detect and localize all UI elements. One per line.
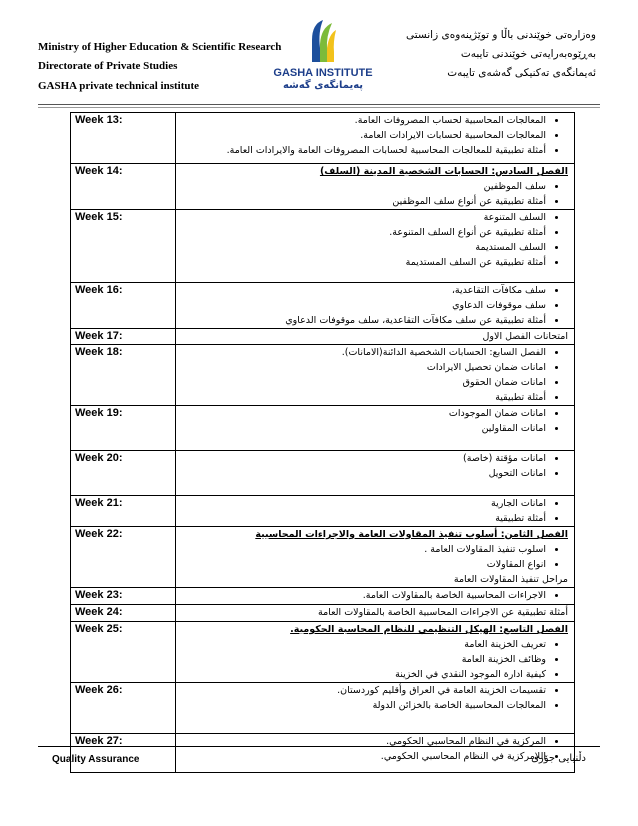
institute-name-en: GASHA private technical institute bbox=[38, 80, 200, 92]
topic-item: • تعريف الخزينة العامة bbox=[180, 637, 546, 652]
week-content bbox=[176, 113, 575, 164]
topic-item: • السلف المتنوعة bbox=[180, 210, 546, 225]
week-content bbox=[176, 329, 575, 345]
footer-divider bbox=[38, 746, 600, 747]
topic-list bbox=[180, 588, 568, 603]
topic-item: • سلف موقوفات الدعاوي bbox=[180, 298, 546, 313]
logo-emblem-icon bbox=[308, 18, 338, 64]
topic-item: • امانات ضمان الحقوق bbox=[180, 375, 546, 390]
topic-item: • سلف مكافآت التقاعدية، bbox=[180, 283, 546, 298]
topic-text: أمثلة تطبيقية عن الاجراءات المحاسبية الخاصة بالمقاولات العامة bbox=[318, 607, 568, 618]
topic-item: • امانات ضمان تحصيل الايرادات bbox=[180, 360, 546, 375]
topic-item: • الاجراءات المحاسبية الخاصة بالمقاولات العامة. bbox=[180, 588, 546, 603]
header-divider bbox=[38, 104, 600, 105]
week-row bbox=[71, 210, 575, 283]
week-content bbox=[176, 345, 575, 406]
topic-item: • تقسيمات الخزينة العامة في العراق وأقليم كوردستان. bbox=[180, 683, 546, 698]
week-row bbox=[71, 527, 575, 588]
week-row bbox=[71, 406, 575, 451]
week-label: Week 21: bbox=[71, 496, 176, 527]
week-row bbox=[71, 683, 575, 734]
topic-item: • الفصل السابع: الحسابات الشخصية الدائنة(الامانات). bbox=[180, 345, 546, 360]
week-label: Week 18: bbox=[71, 345, 176, 406]
topic-item: • أمثلة تطبيقية bbox=[180, 390, 546, 405]
chapter-heading: الفصل السادس: الحسابات الشخصية المدينة (السلف) bbox=[319, 166, 568, 177]
topic-item: • سلف الموظفين bbox=[180, 179, 546, 194]
ministry-name-en: Ministry of Higher Education & Scientific Research bbox=[38, 41, 282, 53]
week-label: Week 26: bbox=[71, 683, 176, 734]
topic-item: • كيفية ادارة الموجود النقدي في الخزينة bbox=[180, 667, 546, 682]
page-header bbox=[0, 0, 638, 110]
directorate-name-en: Directorate of Private Studies bbox=[38, 60, 178, 72]
topic-item: • المركزية في النظام المحاسبي الحكومي. bbox=[180, 734, 546, 749]
week-label: Week 19: bbox=[71, 406, 176, 451]
topic-item: • امانات المقاولين bbox=[180, 421, 546, 436]
week-content bbox=[176, 683, 575, 734]
topic-list bbox=[180, 683, 568, 713]
week-label: Week 27: bbox=[71, 734, 176, 773]
week-label: Week 23: bbox=[71, 588, 176, 605]
week-content bbox=[176, 622, 575, 683]
topic-item: • انواع المقاولات bbox=[180, 557, 546, 572]
topic-item: • أمثلة تطبيقية عن أنواع السلف المتنوعة. bbox=[180, 225, 546, 240]
week-row bbox=[71, 329, 575, 345]
chapter-heading: الفصل الثامن: أسلوب تنفيذ المقاولات العامة والاجراءات المحاسبية bbox=[255, 529, 568, 540]
topic-item: • المعالجات المحاسبية لحساب المصروفات العامة. bbox=[180, 113, 546, 128]
topic-list bbox=[180, 734, 568, 764]
topic-list bbox=[180, 345, 568, 405]
week-label: Week 13: bbox=[71, 113, 176, 164]
week-row bbox=[71, 113, 575, 164]
topic-item: • امانات الجارية bbox=[180, 496, 546, 511]
week-content bbox=[176, 210, 575, 283]
ministry-name-ku: وەزارەتی خوێندنی باڵا و توێژینەوەی زانستی bbox=[405, 29, 596, 41]
week-label: Week 25: bbox=[71, 622, 176, 683]
weekly-syllabus-table bbox=[70, 112, 575, 773]
week-row bbox=[71, 451, 575, 496]
week-row bbox=[71, 588, 575, 605]
topic-text: مراحل تنفيذ المقاولات العامة bbox=[453, 574, 568, 585]
topic-list bbox=[180, 542, 568, 572]
topic-list bbox=[180, 406, 568, 436]
footer-quality-assurance-ku: دڵنیایی جۆری bbox=[531, 753, 586, 764]
week-content bbox=[176, 164, 575, 210]
topic-item: • المعالجات المحاسبية الخاصة بالخزائن الدولة bbox=[180, 698, 546, 713]
topic-item: • اللامركزية في النظام المحاسبي الحكومي. bbox=[180, 749, 546, 764]
topic-list bbox=[180, 179, 568, 209]
topic-list bbox=[180, 496, 568, 526]
topic-item: • أمثلة تطبيقية bbox=[180, 511, 546, 526]
week-label: Week 24: bbox=[71, 605, 176, 622]
topic-item: • أمثلة تطبيقية للمعالجات المحاسبية لحسابات المصروفات العامة والايرادات العامة. bbox=[180, 143, 546, 158]
topic-item: • وظائف الخزينة العامة bbox=[180, 652, 546, 667]
topic-item: • امانات ضمان الموجودات bbox=[180, 406, 546, 421]
week-label: Week 17: bbox=[71, 329, 176, 345]
week-row bbox=[71, 734, 575, 773]
week-label: Week 15: bbox=[71, 210, 176, 283]
topic-item: • امانات التحويل bbox=[180, 466, 546, 481]
week-content bbox=[176, 588, 575, 605]
week-content bbox=[176, 283, 575, 329]
week-label: Week 16: bbox=[71, 283, 176, 329]
week-row bbox=[71, 605, 575, 622]
week-content bbox=[176, 406, 575, 451]
footer-quality-assurance-en: Quality Assurance bbox=[52, 754, 140, 765]
institute-name-ku: ئەیمانگەی تەکنیکی گەشەی تایبەت bbox=[447, 67, 596, 79]
topic-list bbox=[180, 283, 568, 328]
topic-item: • السلف المستديمة bbox=[180, 240, 546, 255]
topic-list bbox=[180, 210, 568, 270]
week-row bbox=[71, 496, 575, 527]
week-row bbox=[71, 622, 575, 683]
topic-item: • أمثلة تطبيقية عن أنواع سلف الموظفين bbox=[180, 194, 546, 209]
topic-item: • أمثلة تطبيقية عن سلف مكافآت التقاعدية، سلف موقوفات الدعاوي bbox=[180, 313, 546, 328]
week-content bbox=[176, 496, 575, 527]
topic-list bbox=[180, 451, 568, 481]
chapter-heading: الفصل التاسع: الهيكل التنظيمي للنظام المحاسبة الحكومية. bbox=[290, 624, 568, 635]
week-label: Week 22: bbox=[71, 527, 176, 588]
week-content bbox=[176, 734, 575, 773]
topic-item: • أمثلة تطبيقية عن السلف المستديمة bbox=[180, 255, 546, 270]
topic-item: • المعالجات المحاسبية لحسابات الايرادات العامة. bbox=[180, 128, 546, 143]
topic-text: امتحانات الفصل الاول bbox=[482, 331, 568, 342]
topic-list bbox=[180, 637, 568, 682]
week-label: Week 20: bbox=[71, 451, 176, 496]
week-content bbox=[176, 527, 575, 588]
topic-list bbox=[180, 113, 568, 158]
logo-subtitle: پەیمانگەی گەشە bbox=[282, 80, 364, 91]
logo-title: GASHA INSTITUTE bbox=[273, 67, 373, 79]
week-row bbox=[71, 283, 575, 329]
week-content bbox=[176, 605, 575, 622]
week-label: Week 14: bbox=[71, 164, 176, 210]
week-row bbox=[71, 345, 575, 406]
institute-logo bbox=[268, 18, 378, 98]
week-row bbox=[71, 164, 575, 210]
directorate-name-ku: بەڕێوەبەرایەتی خوێندنی تایبەت bbox=[460, 48, 596, 60]
topic-item: • اسلوب تنفيذ المقاولات العامة . bbox=[180, 542, 546, 557]
topic-item: • امانات مؤقتة (خاصة) bbox=[180, 451, 546, 466]
header-divider-secondary bbox=[38, 107, 600, 108]
week-content bbox=[176, 451, 575, 496]
